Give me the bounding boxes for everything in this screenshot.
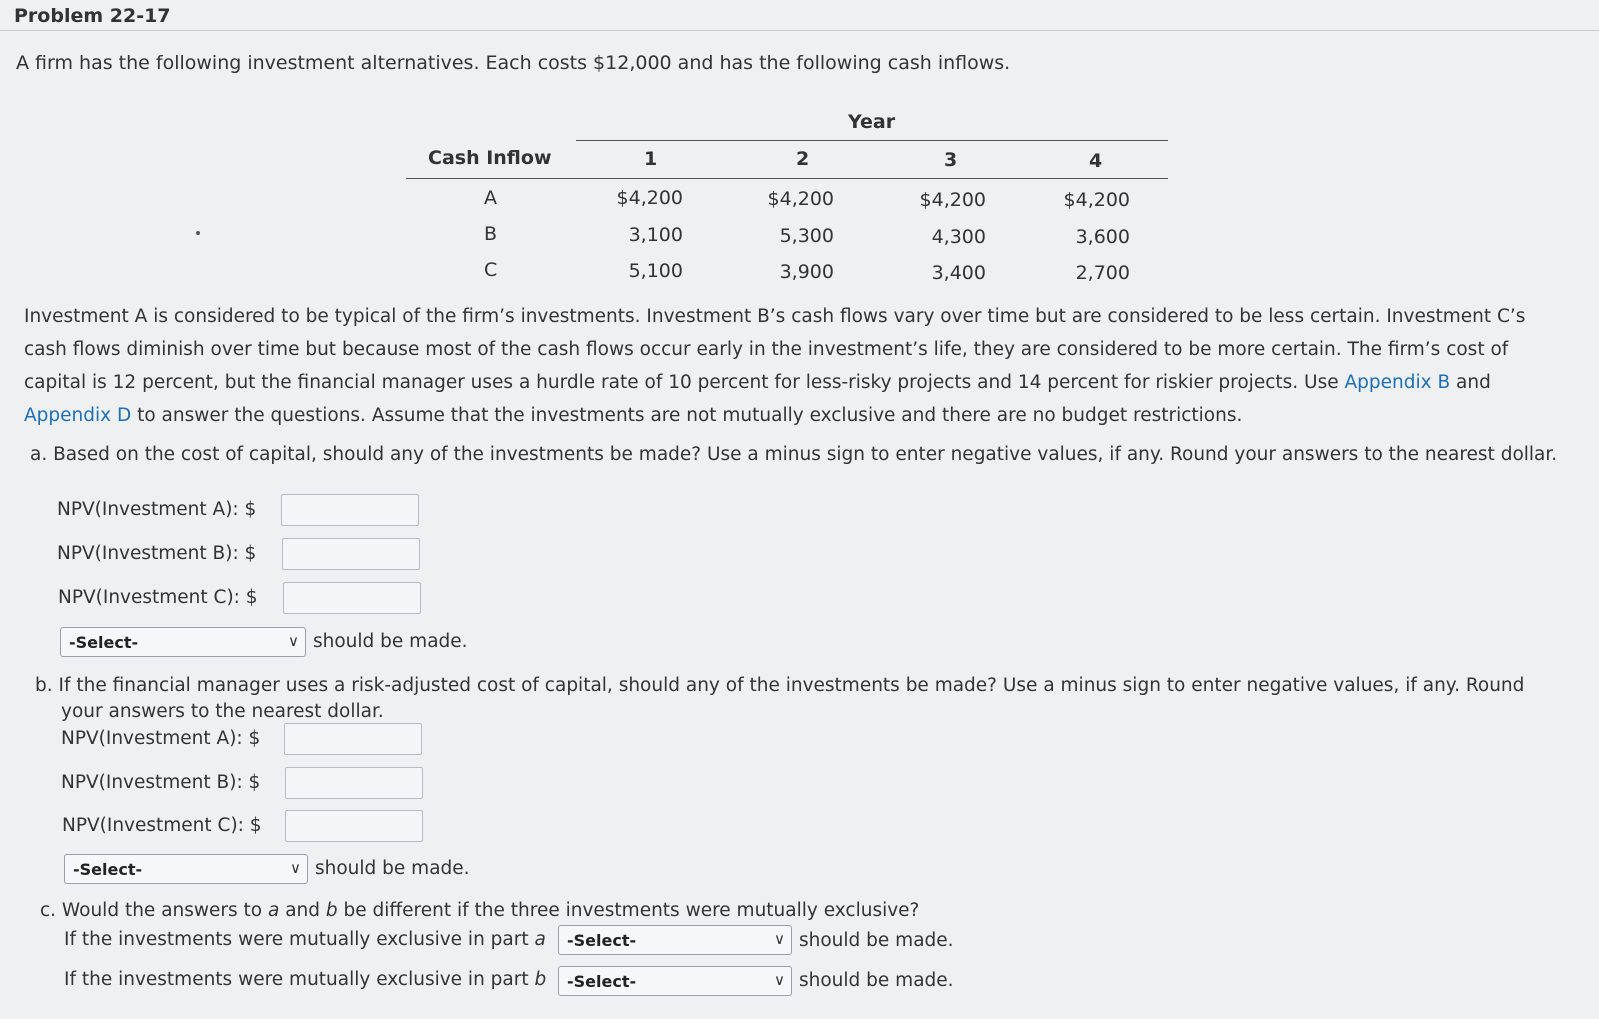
chevron-down-icon: ∨: [774, 930, 785, 948]
part-b-select[interactable]: [64, 854, 308, 884]
part-a-npv-b-input[interactable]: [282, 538, 420, 570]
part-c-line-b-part: b: [534, 969, 547, 990]
table-row-label: A: [484, 187, 497, 209]
table-year-2: 2: [796, 148, 810, 170]
part-c-b-select[interactable]: [558, 966, 792, 996]
part-b-select-value: -Select-: [73, 860, 143, 879]
part-c-b-should-be-made: should be made.: [799, 970, 954, 991]
chevron-down-icon: ∨: [288, 632, 299, 650]
part-b-npv-a-input[interactable]: [284, 723, 422, 755]
appendix-b-link[interactable]: Appendix B: [1344, 372, 1451, 393]
part-b-npv-c-input[interactable]: [285, 810, 423, 842]
part-a-select-value: -Select-: [69, 633, 139, 652]
table-year-3: 3: [944, 149, 958, 171]
table-cell: 5,300: [779, 225, 834, 247]
part-c-question-rest: be different if the three investments were mutually exclusive?: [337, 900, 920, 921]
part-c-question-b: b: [325, 900, 338, 921]
part-c-question-and: and: [279, 900, 326, 921]
chevron-down-icon: ∨: [290, 859, 301, 877]
part-c-b-select-value: -Select-: [567, 972, 637, 991]
part-a-npv-c-input[interactable]: [283, 582, 421, 614]
part-b-npv-c-label: NPV(Investment C): $: [62, 815, 262, 836]
intro-text: A firm has the following investment alternatives. Each costs $12,000 and has the following cash inflows.: [16, 52, 1011, 74]
table-row-header: Cash Inflow: [428, 147, 552, 169]
header-rule: [406, 178, 1168, 179]
part-b-question: b. If the financial manager uses a risk-adjusted cost of capital, should any of the investments be made? Use a minus sign to enter negative values, if any. Round your answers to the nearest dollar.: [35, 675, 1525, 722]
problem-title: Problem 22-17: [14, 5, 171, 27]
part-c-question: [40, 898, 919, 924]
part-c-question-a: a: [267, 900, 280, 921]
part-a-npv-a-input[interactable]: [281, 494, 419, 526]
part-b-npv-a-label: NPV(Investment A): $: [61, 728, 261, 749]
table-cell: 5,100: [628, 260, 683, 282]
appendix-d-link[interactable]: Appendix D: [24, 405, 132, 426]
table-row-label: B: [484, 223, 498, 245]
part-b-npv-b-label: NPV(Investment B): $: [61, 772, 261, 793]
table-year-label: Year: [848, 111, 896, 133]
part-b-should-be-made: should be made.: [315, 858, 470, 879]
table-row-label: C: [484, 259, 498, 281]
description-text: Investment A is considered to be typical of the firm’s investments. Investment B’s cash flows vary over time but are considered to be less certain. Investment C’s cash flows diminish over time but because most of the cash flows occur early in the investment’s life, they are considered to be more certain. The firm’s cost of capital is 12 percent, but the financial manager uses a hurdle rate of 10 percent for less-risky projects and 14 percent for riskier projects. Use: [24, 306, 1526, 393]
table-year-4: 4: [1089, 150, 1103, 172]
part-c-a-select[interactable]: [558, 925, 792, 955]
problem-description: [24, 300, 1559, 432]
year-rule: [576, 140, 1168, 141]
part-b-npv-b-input[interactable]: [285, 767, 423, 799]
table-year-1: 1: [644, 148, 658, 170]
part-c-line-b: [64, 967, 546, 993]
table-cell: $4,200: [616, 187, 683, 209]
part-a-npv-b-label: NPV(Investment B): $: [57, 543, 257, 564]
table-cell: $4,200: [767, 188, 834, 210]
part-c-line-a: [64, 927, 546, 953]
stray-mark: [196, 231, 200, 235]
part-a-select[interactable]: [60, 627, 306, 657]
table-cell: 3,100: [628, 224, 683, 246]
part-c-question-text: c. Would the answers to: [40, 900, 268, 921]
part-a-npv-c-label: NPV(Investment C): $: [58, 587, 258, 608]
part-c-line-a-part: a: [534, 929, 546, 950]
table-cell: $4,200: [1063, 189, 1130, 211]
table-cell: 2,700: [1075, 262, 1130, 284]
part-c-line-b-text: If the investments were mutually exclusive in part: [64, 969, 535, 990]
title-bar: [0, 0, 1599, 31]
table-cell: 4,300: [931, 226, 986, 248]
part-c-line-a-text: If the investments were mutually exclusive in part: [64, 929, 535, 950]
part-a-question: a. Based on the cost of capital, should any of the investments be made? Use a minus sign to enter negative values, if any. Round your answers to the nearest dollar.: [30, 444, 1558, 465]
table-cell: 3,400: [931, 262, 986, 284]
table-cell: 3,600: [1075, 226, 1130, 248]
description-text-2: to answer the questions. Assume that the investments are not mutually exclusive and there are no budget restrictions.: [131, 405, 1243, 426]
table-cell: 3,900: [779, 261, 834, 283]
part-c-a-should-be-made: should be made.: [799, 930, 954, 951]
chevron-down-icon: ∨: [774, 971, 785, 989]
description-and: and: [1450, 372, 1491, 393]
part-a-npv-a-label: NPV(Investment A): $: [57, 499, 257, 520]
table-cell: $4,200: [919, 189, 986, 211]
part-c-a-select-value: -Select-: [567, 931, 637, 950]
part-a-should-be-made: should be made.: [313, 631, 468, 652]
